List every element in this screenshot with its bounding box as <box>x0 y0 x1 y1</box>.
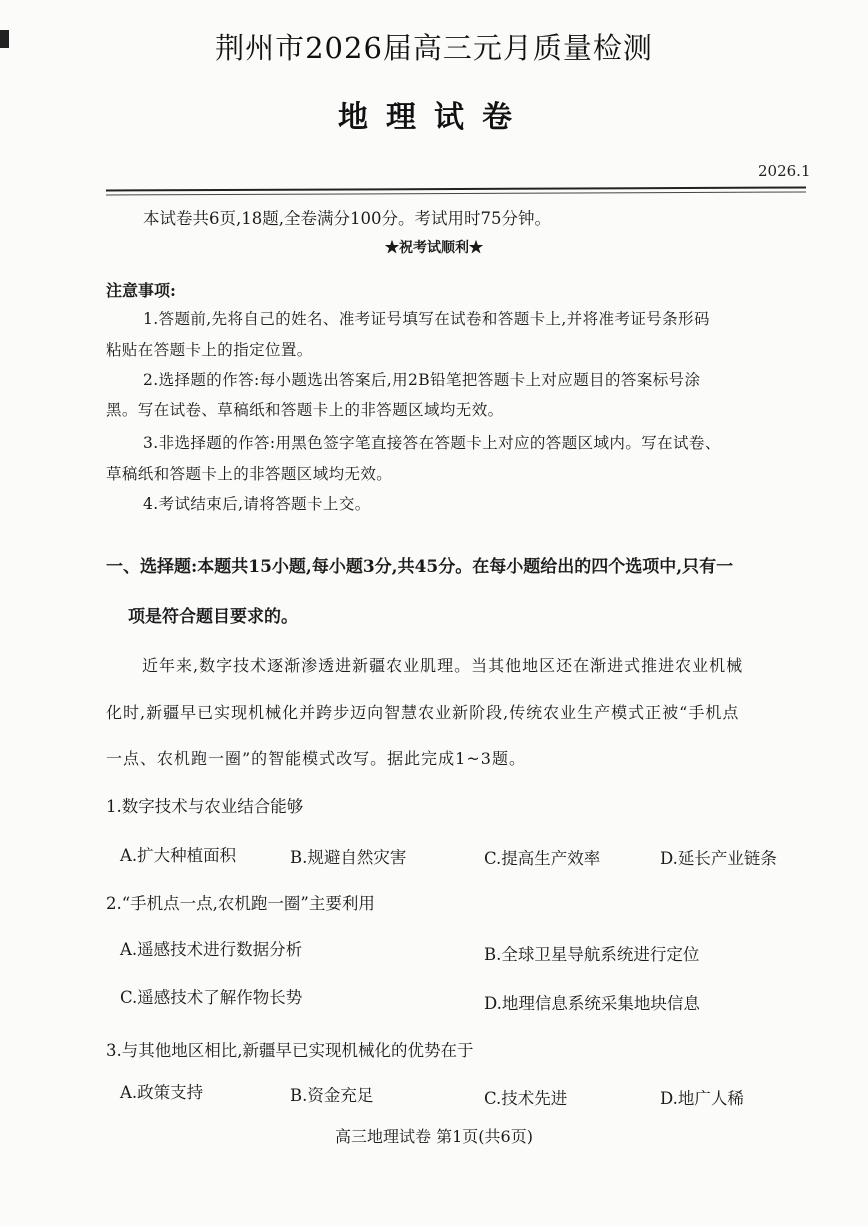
passage-line: 近年来,数字技术逐渐渗透进新疆农业肌理。当其他地区还在渐进式推进农业机械 <box>142 656 744 675</box>
exam-info: 本试卷共6页,18题,全卷满分100分。考试用时75分钟。 <box>143 209 551 228</box>
question-stem: 2.“手机点一点,农机跑一圈”主要利用 <box>106 894 375 913</box>
header-rule-thin <box>106 191 806 195</box>
exam-date: 2026.1 <box>758 162 811 180</box>
page-footer: 高三地理试卷 第1页(共6页) <box>335 1127 533 1146</box>
notice-title: 注意事项: <box>106 281 176 300</box>
section-heading-cont: 项是符合题目要求的。 <box>128 607 298 627</box>
question-stem: 3.与其他地区相比,新疆早已实现机械化的优势在于 <box>106 1041 474 1060</box>
option-d: D.地理信息系统采集地块信息 <box>484 994 700 1013</box>
option-c: C.提高生产效率 <box>484 849 601 868</box>
subject-title: 地理试卷 <box>338 100 530 135</box>
notice-line: 2.选择题的作答:每小题选出答案后,用2B铅笔把答题卡上对应题目的答案标号涂 <box>143 371 701 389</box>
notice-line: 1.答题前,先将自己的姓名、准考证号填写在试卷和答题卡上,并将准考证号条形码 <box>143 310 710 328</box>
option-a: A.遥感技术进行数据分析 <box>120 940 303 959</box>
passage-line: 一点、农机跑一圈”的智能模式改写。据此完成1~3题。 <box>106 749 526 768</box>
notice-line: 粘贴在答题卡上的指定位置。 <box>106 341 313 359</box>
notice-line: 3.非选择题的作答:用黑色签字笔直接答在答题卡上对应的答题区域内。写在试卷、 <box>143 434 721 452</box>
header-rule <box>106 186 806 191</box>
question-stem: 1.数字技术与农业结合能够 <box>106 797 304 816</box>
notice-line: 4.考试结束后,请将答题卡上交。 <box>143 495 371 513</box>
option-a: A.扩大种植面积 <box>120 846 237 865</box>
option-a: A.政策支持 <box>120 1083 204 1102</box>
notice-line: 草稿纸和答题卡上的非答题区域均无效。 <box>106 465 393 483</box>
option-d: D.延长产业链条 <box>660 849 777 868</box>
notice-line: 黑。写在试卷、草稿纸和答题卡上的非答题区域均无效。 <box>106 401 504 419</box>
good-luck-banner: ★祝考试顺利★ <box>385 240 483 256</box>
option-b: B.规避自然灾害 <box>290 848 407 867</box>
option-c: C.技术先进 <box>484 1089 568 1108</box>
option-c: C.遥感技术了解作物长势 <box>120 988 303 1007</box>
option-d: D.地广人稀 <box>660 1089 744 1108</box>
exam-title: 荆州市2026届高三元月质量检测 <box>215 31 653 65</box>
passage-line: 化时,新疆早已实现机械化并跨步迈向智慧农业新阶段,传统农业生产模式正被“手机点 <box>106 703 740 722</box>
section-heading: 一、选择题:本题共15小题,每小题3分,共45分。在每小题给出的四个选项中,只有一 <box>106 557 734 577</box>
option-b: B.全球卫星导航系统进行定位 <box>484 945 700 964</box>
option-b: B.资金充足 <box>290 1086 374 1105</box>
